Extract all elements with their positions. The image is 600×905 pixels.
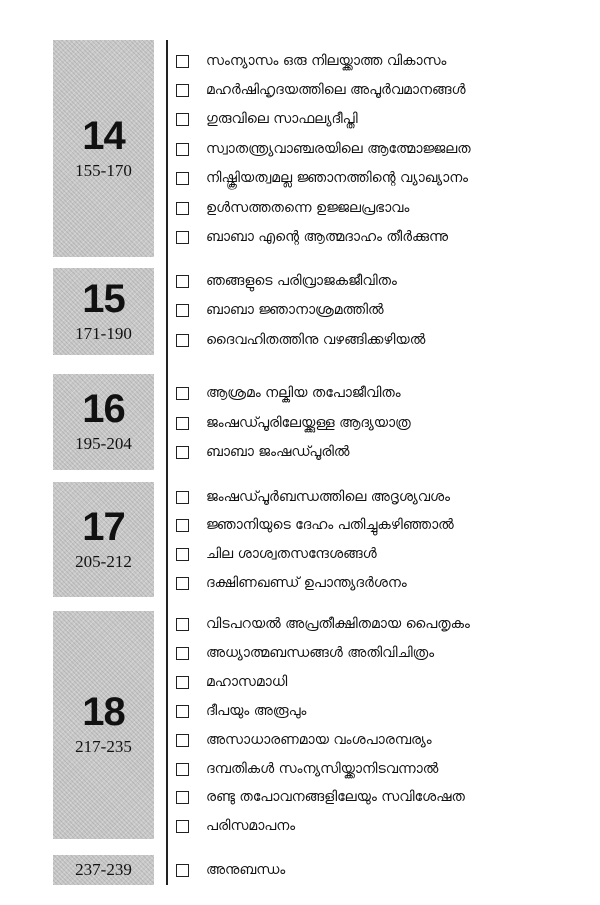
toc-item: [176, 441, 349, 463]
toc-item-title: ജംഷഡ്പൂരിലേയ്ക്കുള്ള ആദ്യയാത്ര: [206, 415, 411, 431]
toc-item: [176, 572, 407, 594]
toc-item-title: നിഷ്ക്രിയത്വമല്ല ജ്ഞാനത്തിന്റെ വ്യാഖ്യാനം: [206, 170, 469, 186]
toc-item-title: അസാധാരണമായ വംശപാരമ്പര്യം: [206, 732, 432, 748]
checkbox[interactable]: [176, 446, 189, 459]
checkbox[interactable]: [176, 577, 189, 590]
toc-item-title: സ്വാതന്ത്ര്യവാഞ്ചരയിലെ ആത്മോജ്ജലത: [206, 141, 471, 157]
toc-item-title: സംന്യാസം ഒരു നിലയ്ക്കാത്ത വികാസം: [206, 53, 447, 69]
chapter-number: 16: [82, 387, 125, 431]
toc-item-title: ജ്ഞാനിയുടെ ദേഹം പതിച്ചുകഴിഞ്ഞാൽ: [206, 517, 454, 533]
toc-item: [176, 671, 287, 693]
toc-item: [176, 226, 448, 248]
checkbox[interactable]: [176, 55, 189, 68]
toc-item: [176, 543, 377, 565]
toc-item-title: ദൈവഹിതത്തിനു വഴങ്ങിക്കഴിയൽ: [206, 332, 426, 348]
toc-item: [176, 79, 466, 101]
checkbox[interactable]: [176, 820, 189, 833]
toc-item: [176, 486, 450, 508]
chapter-number: 17: [82, 504, 125, 549]
checkbox[interactable]: [176, 618, 189, 631]
checkbox[interactable]: [176, 676, 189, 689]
checkbox[interactable]: [176, 334, 189, 347]
chapter-pages: 217-235: [75, 737, 132, 756]
toc-item-title: വിടപറയൽ അപ്രതീക്ഷിതമായ പൈതൃകം: [206, 616, 470, 632]
toc-item-title: അനുബന്ധം: [206, 862, 286, 878]
toc-item: [176, 859, 285, 881]
toc-item: [176, 197, 409, 219]
toc-item-title: ഞങ്ങളുടെ പരിവ്രാജകജീവിതം: [206, 273, 397, 289]
checkbox[interactable]: [176, 304, 189, 317]
checkbox[interactable]: [176, 202, 189, 215]
toc-item-title: ദീപയും അരൂപും: [206, 703, 307, 719]
chapter-pages: 205-212: [75, 551, 132, 571]
toc-item: [176, 108, 358, 130]
toc-item: [176, 758, 438, 780]
chapter-number: 14: [82, 113, 125, 158]
chapter-block: [53, 374, 154, 470]
checkbox[interactable]: [176, 417, 189, 430]
checkbox[interactable]: [176, 113, 189, 126]
chapter-pages: 155-170: [75, 160, 132, 180]
toc-item: [176, 514, 454, 536]
toc-item-title: മഹർഷിഹൃദയത്തിലെ അപൂർവമാനങ്ങൾ: [206, 82, 466, 98]
toc-item-title: ആശ്രമം നല്കിയ തപോജീവിതം: [206, 385, 401, 401]
chapter-block: [53, 482, 154, 597]
toc-item: [176, 270, 397, 292]
toc-item: [176, 329, 425, 351]
chapter-block: [53, 268, 154, 355]
chapter-pages: 195-204: [75, 434, 132, 453]
toc-item-title: പരിസമാപനം: [206, 818, 296, 834]
toc-item-title: അധ്യാത്മബന്ധങ്ങൾ അതിവിചിത്രം: [206, 645, 435, 661]
toc-item-title: ജംഷഡ്പൂർബന്ധത്തിലെ അദൃശ്യവശം: [206, 489, 451, 505]
checkbox[interactable]: [176, 519, 189, 532]
checkbox[interactable]: [176, 864, 189, 877]
toc-item-title: ബാബാ എന്റെ ആത്മദാഹം തീർക്കുന്നു: [206, 229, 449, 245]
toc-item: [176, 382, 401, 404]
appendix-block: [53, 855, 154, 885]
checkbox[interactable]: [176, 647, 189, 660]
chapter-number: 18: [82, 690, 125, 734]
chapter-block: [53, 611, 154, 839]
checkbox[interactable]: [176, 84, 189, 97]
toc-item-title: ബാബാ ജംഷഡ്പൂരിൽ: [206, 444, 350, 460]
toc-item: [176, 50, 446, 72]
appendix-pages: 237-239: [75, 860, 132, 879]
toc-item: [176, 167, 468, 189]
checkbox[interactable]: [176, 172, 189, 185]
toc-item-title: ഗുരുവിലെ സാഫല്യദീപ്തി: [206, 111, 358, 127]
toc-item: [176, 299, 384, 321]
checkbox[interactable]: [176, 734, 189, 747]
checkbox[interactable]: [176, 143, 189, 156]
toc-item-title: ബാബാ ജ്ഞാനാശ്രമത്തിൽ: [206, 302, 384, 318]
toc-item: [176, 815, 295, 837]
checkbox[interactable]: [176, 275, 189, 288]
checkbox[interactable]: [176, 548, 189, 561]
toc-item-title: ചില ശാശ്വതസന്ദേശങ്ങൾ: [206, 546, 377, 562]
toc-item-title: മഹാസമാധി: [206, 674, 288, 690]
checkbox[interactable]: [176, 231, 189, 244]
checkbox[interactable]: [176, 791, 189, 804]
checkbox[interactable]: [176, 387, 189, 400]
chapter-block: [53, 40, 154, 257]
toc-item: [176, 642, 434, 664]
toc-item-title: രണ്ടു തപോവനങ്ങളിലേയും സവിശേഷത: [206, 789, 465, 805]
chapter-number: 15: [82, 276, 125, 321]
toc-item: [176, 700, 306, 722]
toc-item: [176, 786, 465, 808]
checkbox[interactable]: [176, 705, 189, 718]
toc-item-title: ദമ്പതികൾ സംന്യസിയ്ക്കാനിടവന്നാൽ: [206, 761, 439, 777]
toc-item: [176, 613, 470, 635]
toc-item-title: ദക്ഷിണഖണ്ഡ് ഉപാന്ത്യദർശനം: [206, 575, 407, 591]
divider-line: [166, 40, 168, 885]
checkbox[interactable]: [176, 763, 189, 776]
toc-item: [176, 412, 411, 434]
checkbox[interactable]: [176, 491, 189, 504]
chapter-pages: 171-190: [75, 323, 132, 343]
toc-item-title: ഉൾസത്തതന്നെ ഉജ്ജലപ്രഭാവം: [206, 200, 410, 216]
toc-item: [176, 729, 432, 751]
toc-item: [176, 138, 471, 160]
